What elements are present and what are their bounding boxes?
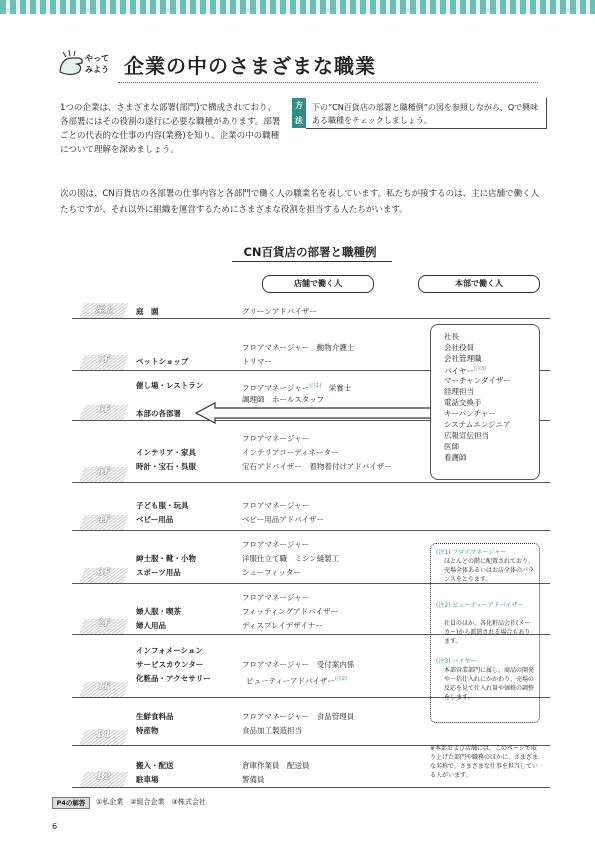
floor-label: 6F [97,405,111,415]
lead-paragraph: 次の図は、CN百貨店の各部署の仕事内容と各部門で働く人の職業名を表しています。私たちが接するのは、主に店舗で働く人たちですが、それ以外に組織を運営するためにさまざまな役割を担当する人たちがいます。 [60,189,540,215]
note-ref: (注2) [334,676,347,682]
footnote: ※本部および店舗には、このページで取り上げた部門や職務のほかに、さまざまな名称で、さまざまな仕事を担当している人がいます。 [430,745,539,779]
job-list: 宝石アドバイザー 着物着付けアドバイザー [242,462,392,471]
job-list: 洋服仕立て職 ミシン縫製工 [242,554,340,563]
floor-label: 3F [97,568,111,578]
note-heading: (注2) ビューティーアドバイザー [436,602,524,609]
job-text: ビューティーアドバイザー [246,676,335,686]
note-ref: (注3) [474,366,487,372]
job-list: フロアマネージャー [242,501,310,510]
job-list: フロアマネージャー [242,540,310,549]
job-list: 調理師 ホールスタッフ [242,395,325,404]
dept-name: 特産物 [136,726,159,735]
dept-name: 駐車場 [136,775,159,784]
floor-divider [72,482,550,483]
dept-name: ベビー用品 [136,515,174,524]
floor-label: 2F [97,619,111,629]
hq-item: 社長 [444,332,459,341]
dept-name: 化粧品・アクセサリー [136,674,211,683]
job-list: グリーンアドバイザー [242,307,317,316]
floor-label: 1F [97,682,111,692]
dept-name: 紳士服・靴・小物 [136,554,196,563]
floor-label: 5F [97,467,111,477]
dept-name: 催し場・レストラン [136,381,204,390]
store-column-header: 店舗で働く人 [262,275,374,293]
note-body: 社員のほか、各化粧品会社(メーカー)から派遣される場合もあります。 [444,620,531,645]
note-heading: (注1) フロアマネージャー [436,549,507,556]
floor-divider [72,530,550,531]
note-heading: (注3) バイヤー [436,658,477,665]
page-number: 6 [52,822,58,831]
hq-item: 看護師 [444,453,467,462]
note-body: ほとんどの階に配置されており、売場全体あるいはお店全体のバランスをとります。 [444,558,535,583]
job-text: 栄養士 [328,383,352,393]
hq-item: マーチャンダイザー [444,376,511,385]
dept-name: 時計・宝石・呉服 [136,462,196,471]
dept-name: 婦人用品 [136,621,166,630]
job-list: フィッティングアドバイザー [242,607,338,616]
job-list: シューフィッター [242,568,301,577]
floor-label: B2 [97,772,111,782]
hq-item: 医師 [444,442,459,451]
hq-item: 広報宣伝担当 [444,431,489,440]
hq-column-header: 本部で働く人 [418,275,540,293]
dept-name: インフォメーション [136,646,203,655]
job-list: ディスプレイデザイナー [242,621,323,630]
hq-arrow-icon [193,402,433,424]
hq-item: 会社管理職 [444,354,482,363]
hq-item: システムエンジニア [444,420,511,429]
method-tag-line2: 法 [295,116,303,125]
floor-divider [72,318,550,319]
floor-label: 4F [97,515,111,525]
hand-pointing-icon [57,48,117,78]
hq-item: 電話交換手 [444,398,482,407]
dept-name: 搬入・配送 [136,761,174,770]
floor-label: 7F [97,355,111,365]
diagram-title-underline [232,261,392,262]
dept-name: サービスカウンター [136,660,204,669]
job-list: フロアマネージャー [242,434,310,443]
hq-item: キーパンチャー [444,409,496,418]
floor-divider [72,787,550,788]
job-list: 食品加工製造担当 [242,726,302,735]
floor-label: B1 [97,730,111,740]
answer-text: ①私企業 ②組合企業 ③株式会社 [96,798,206,806]
dept-name: スポーツ用品 [136,568,181,577]
badge-line2: みよう [85,65,109,74]
intro-paragraph: 1つの企業は、さまざまな部署(部門)で構成されており、各部署にはその役割の遂行に必要な職種があります。部署ごとの代表的な仕事の内容(業務)を知り、企業の中の職種について理解を深めましょう。 [60,103,281,155]
dept-name: 子ども服・玩具 [136,501,189,510]
floor-label: 屋上 [94,306,113,316]
method-tag-line1: 方 [295,101,303,110]
job-list: フロアマネージャー 動物介護士 [242,343,355,352]
note-ref: (注1) [309,383,322,389]
dept-name: 本部の各部署 [136,409,181,418]
job-list: インテリアコーディネーター [242,448,339,457]
job-list: トリマー [242,357,272,366]
diagram-title: CN百貨店の部署と職種例 [243,245,377,259]
page-title: 企業の中のさまざまな職業 [124,54,376,78]
dept-name: 庭 園 [136,307,159,316]
decorative-top-border [0,0,595,14]
job-list [246,673,347,688]
job-list: フロアマネージャー 食品管理員 [242,712,355,721]
job-list: フロアマネージャー 受付案内係 [242,660,355,669]
method-text: 下の“CN百貨店の部署と職種例”の図を参照しながら、Qで興味ある職種をチェックしましょう。 [312,103,539,125]
note-body: 本部営業部門に属し、商品の開発や一括仕入れにかかわり、売場の反応を見て仕入れ量や価格の調整をします。 [444,667,535,701]
hq-item: 経理担当 [444,387,474,396]
job-list: フロアマネージャー [242,593,310,602]
hq-item-text: バイヤー [444,366,474,376]
answer-tag: P4の解答 [52,797,90,809]
dept-name: 生鮮食料品 [136,712,174,721]
method-tag [292,98,306,128]
job-list: 倉庫作業員 配送員 [242,761,310,770]
dept-name: ペットショップ [136,357,189,366]
title-underline [118,82,538,83]
hq-item: 会社役員 [444,343,474,352]
dept-name: インテリア・家具 [136,448,196,457]
badge-line1: やって [85,54,109,63]
job-list: 警備員 [242,775,265,784]
job-text: フロアマネージャー [242,383,310,393]
job-list [242,380,351,395]
job-list: ベビー用品アドバイザー [242,515,325,524]
dept-name: 婦人服・喫茶 [136,607,181,616]
